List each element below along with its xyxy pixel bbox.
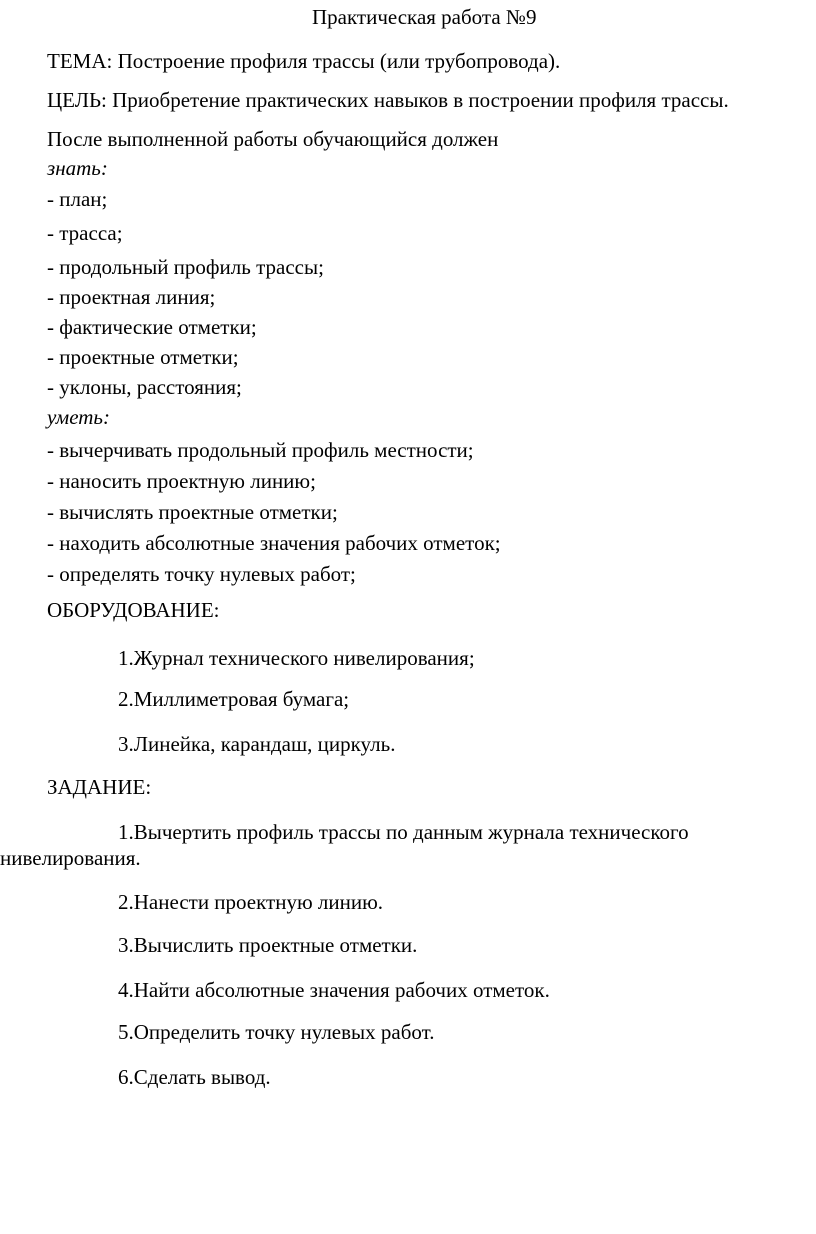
- goal-line: ЦЕЛЬ: Приобретение практических навыков в построении профиля трассы.: [47, 88, 729, 112]
- equipment-item: 2.Миллиметровая бумага;: [118, 687, 350, 711]
- equipment-item: 1.Журнал технического нивелирования;: [118, 646, 475, 670]
- page-title: Практическая работа №9: [312, 5, 537, 29]
- can-item: - вычислять проектные отметки;: [47, 500, 338, 524]
- task-item: 5.Определить точку нулевых работ.: [118, 1020, 435, 1044]
- can-heading: уметь:: [47, 405, 110, 429]
- task-item-continuation: нивелирования.: [0, 846, 141, 870]
- topic-line: ТЕМА: Построение профиля трассы (или трубопровода).: [47, 49, 561, 73]
- know-item: - проектные отметки;: [47, 345, 239, 369]
- know-item: - план;: [47, 187, 108, 211]
- can-item: - вычерчивать продольный профиль местности;: [47, 438, 474, 462]
- task-item: 4.Найти абсолютные значения рабочих отметок.: [118, 978, 550, 1002]
- can-item: - определять точку нулевых работ;: [47, 562, 356, 586]
- can-item: - находить абсолютные значения рабочих отметок;: [47, 531, 501, 555]
- task-item: 3.Вычислить проектные отметки.: [118, 933, 418, 957]
- know-item: - трасса;: [47, 221, 123, 245]
- task-heading: ЗАДАНИЕ:: [47, 775, 152, 799]
- know-item: - продольный профиль трассы;: [47, 255, 324, 279]
- equipment-heading: ОБОРУДОВАНИЕ:: [47, 598, 220, 622]
- know-heading: знать:: [47, 156, 108, 180]
- task-item: 2.Нанести проектную линию.: [118, 890, 384, 914]
- intro-line: После выполненной работы обучающийся должен: [47, 127, 499, 151]
- know-item: - фактические отметки;: [47, 315, 257, 339]
- task-item: 1.Вычертить профиль трассы по данным журнала технического: [118, 820, 689, 844]
- can-item: - наносить проектную линию;: [47, 469, 316, 493]
- know-item: - уклоны, расстояния;: [47, 375, 242, 399]
- equipment-item: 3.Линейка, карандаш, циркуль.: [118, 732, 396, 756]
- task-item: 6.Сделать вывод.: [118, 1065, 271, 1089]
- know-item: - проектная линия;: [47, 285, 216, 309]
